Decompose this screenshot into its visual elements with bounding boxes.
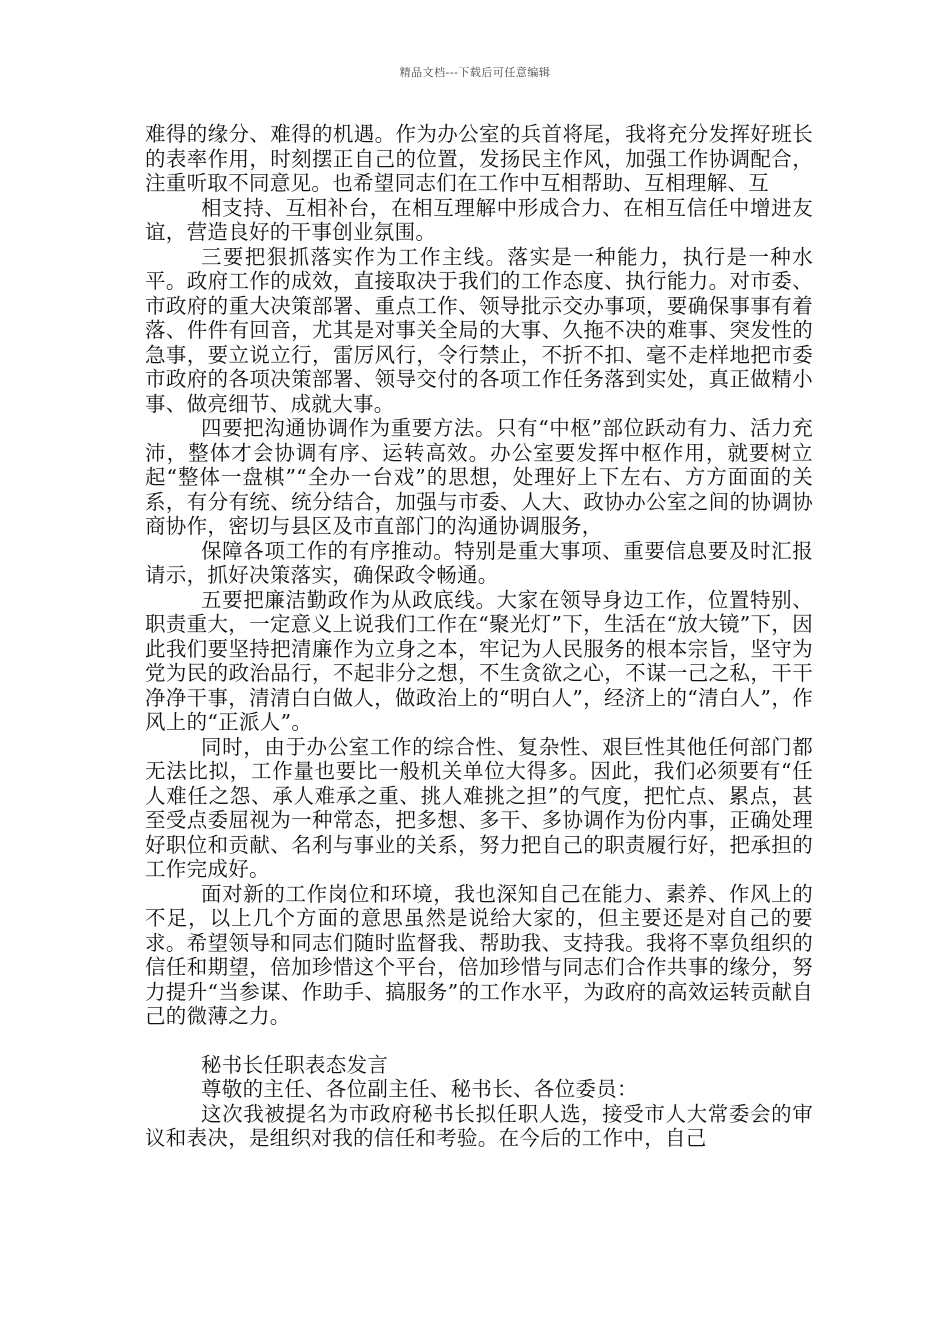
paragraph-4: 四要把沟通协调作为重要方法。只有“中枢”部位跃动有力、活力充沛，整体才会协调有序、运转高效。办公室要发挥中枢作用，就要树立起“整体一盘棋”“全办一台戏”的思想，处理好上下左右、方方面面的关系，有分有统、统分结合，加强与市委、人大、政协办公室之间的协调协商协作，密切与县区及市直部门的沟通协调服务，: [145, 416, 813, 538]
paragraph-8: 面对新的工作岗位和环境，我也深知自己在能力、素养、作风上的不足，以上几个方面的意思虽然是说给大家的，但主要还是对自己的要求。希望领导和同志们随时监督我、帮助我、支持我。我将不辜负组织的信任和期望，倍加珍惜这个平台，倍加珍惜与同志们合作共事的缘分，努力提升“当参谋、作助手、搞服务”的工作水平，为政府的高效运转贡献自己的微薄之力。: [145, 881, 813, 1028]
page-header: 精品文档---下载后可任意编辑: [399, 66, 551, 79]
document-body: [145, 122, 813, 1151]
section-gap: [145, 1029, 813, 1053]
paragraph-6: 五要把廉洁勤政作为从政底线。大家在领导身边工作，位置特别、职责重大，一定意义上说我们工作在“聚光灯”下，生活在“放大镜”下，因此我们要坚持把清廉作为立身之本，牢记为人民服务的根本宗旨，坚守为党为民的政治品行，不起非分之想，不生贪欲之心，不谋一己之私，干干净净干事，清清白白做人，做政治上的“明白人”，经济上的“清白人”，作风上的“正派人”。: [145, 587, 813, 734]
paragraph-1: 难得的缘分、难得的机遇。作为办公室的兵首将尾，我将充分发挥好班长的表率作用，时刻摆正自己的位置，发扬民主作风，加强工作协调配合，注重听取不同意见。也希望同志们在工作中互相帮助、互相理解、互: [145, 122, 813, 195]
paragraph-7: 同时，由于办公室工作的综合性、复杂性、艰巨性其他任何部门都无法比拟，工作量也要比一般机关单位大得多。因此，我们必须要有“任人难任之怨、承人难承之重、挑人难挑之担”的气度，把忙点、累点，甚至受点委屈视为一种常态，把多想、多干、多协调作为份内事，正确处理好职位和贡献、名利与事业的关系，努力把自己的职责履行好，把承担的工作完成好。: [145, 734, 813, 881]
section-body: 这次我被提名为市政府秘书长拟任职人选，接受市人大常委会的审议和表决，是组织对我的信任和考验。在今后的工作中，自己: [145, 1101, 813, 1150]
paragraph-5: 保障各项工作的有序推动。特别是重大事项、重要信息要及时汇报请示，抓好决策落实，确保政令畅通。: [145, 538, 813, 587]
salutation: 尊敬的主任、各位副主任、秘书长、各位委员：: [201, 1077, 638, 1101]
section-title: 秘书长任职表态发言: [201, 1052, 389, 1077]
paragraph-2: 相支持、互相补台，在相互理解中形成合力、在相互信任中增进友谊，营造良好的干事创业氛围。: [145, 195, 813, 244]
paragraph-3: 三要把狠抓落实作为工作主线。落实是一种能力，执行是一种水平。政府工作的成效，直接取决于我们的工作态度、执行能力。对市委、市政府的重大决策部署、重点工作、领导批示交办事项，要确保事事有着落、件件有回音，尤其是对事关全局的大事、久拖不决的难事、突发性的急事，要立说立行，雷厉风行，令行禁止，不折不扣、毫不走样地把市委市政府的各项决策部署、领导交付的各项工作任务落到实处，真正做精小事、做亮细节、成就大事。: [145, 244, 813, 416]
